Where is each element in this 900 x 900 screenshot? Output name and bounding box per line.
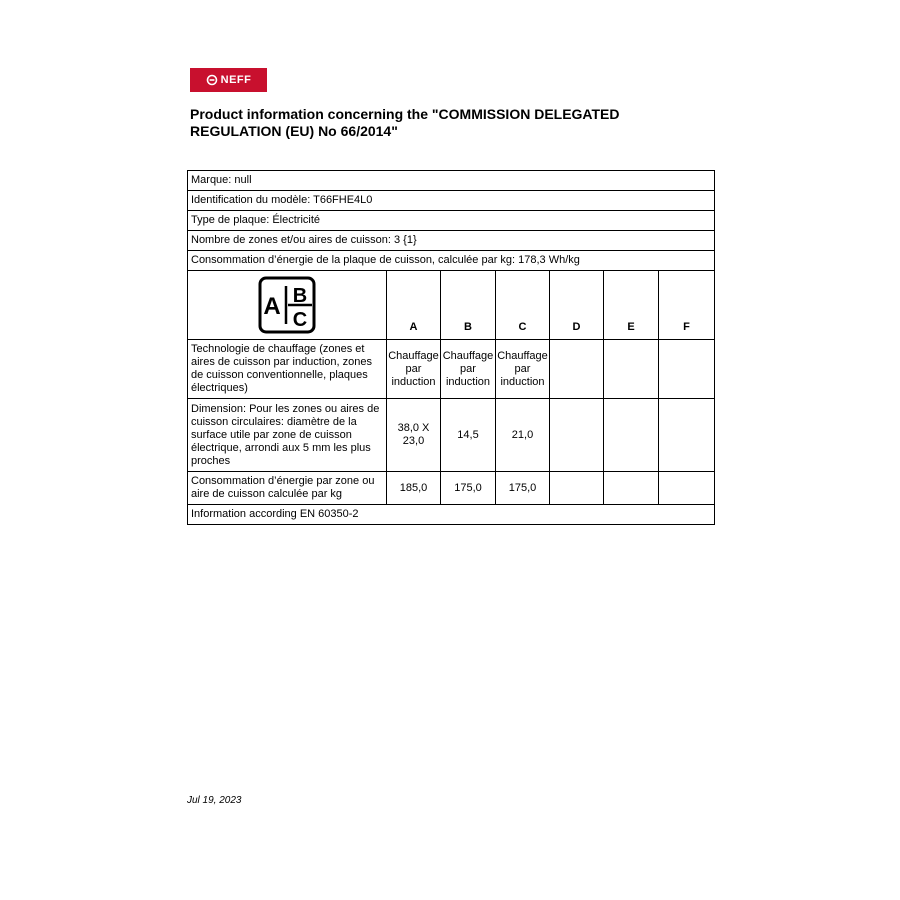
consumption-zone-row [188, 472, 715, 505]
dimension-row [188, 399, 715, 472]
dimension-value-d [550, 399, 604, 472]
column-header-f: F [659, 271, 715, 340]
dimension-value-e [604, 399, 659, 472]
dimension-value-a: 38,0 X 23,0 [387, 399, 441, 472]
icon-letter-c: C [292, 309, 308, 331]
technology-value-f [659, 340, 715, 399]
energy-class-abc-icon [258, 276, 316, 334]
model-text: Identification du modèle: T66FHE4L0 [188, 191, 715, 211]
consumption-zone-value-f [659, 472, 715, 505]
abc-icon-cell [188, 271, 387, 340]
dimension-label: Dimension: Pour les zones ou aires de cuisson circulaires: diamètre de la surface utile par zone de cuisson électrique, arrondi aux 5 mm les plus proches [188, 399, 387, 472]
type-text: Type de plaque: Électricité [188, 211, 715, 231]
class-header-row [188, 271, 715, 340]
dimension-value-b: 14,5 [441, 399, 496, 472]
document-date: Jul 19, 2023 [187, 795, 242, 806]
column-header-a: A [387, 271, 441, 340]
logo-mark-icon [206, 74, 218, 86]
row-marque [188, 171, 715, 191]
consumption-zone-label: Consommation d’énergie par zone ou aire de cuisson calculée par kg [188, 472, 387, 505]
column-header-c: C [496, 271, 550, 340]
brand-logo [190, 68, 267, 92]
consumption-zone-value-a: 185,0 [387, 472, 441, 505]
footer-row [188, 505, 715, 525]
row-type [188, 211, 715, 231]
page-title: Product information concerning the "COMMISSION DELEGATED REGULATION (EU) No 66/2014" [190, 106, 620, 139]
row-consumption-total [188, 251, 715, 271]
logo-text: NEFF [220, 74, 252, 86]
technology-label: Technologie de chauffage (zones et aires de cuisson par induction, zones de cuisson conventionnelle, plaques électriques) [188, 340, 387, 399]
column-header-e: E [604, 271, 659, 340]
consumption-total-text: Consommation d’énergie de la plaque de cuisson, calculée par kg: 178,3 Wh/kg [188, 251, 715, 271]
consumption-zone-value-d [550, 472, 604, 505]
column-header-b: B [441, 271, 496, 340]
product-info-table [187, 170, 715, 525]
technology-value-d [550, 340, 604, 399]
technology-value-a: Chauffage par induction [387, 340, 441, 399]
row-zones [188, 231, 715, 251]
zones-text: Nombre de zones et/ou aires de cuisson: 3 {1} [188, 231, 715, 251]
technology-row [188, 340, 715, 399]
row-model [188, 191, 715, 211]
marque-text: Marque: null [188, 171, 715, 191]
technology-value-c: Chauffage par induction [496, 340, 550, 399]
consumption-zone-value-e [604, 472, 659, 505]
icon-letter-a: A [263, 293, 281, 320]
dimension-value-f [659, 399, 715, 472]
technology-value-b: Chauffage par induction [441, 340, 496, 399]
icon-letter-b: B [292, 285, 308, 307]
technology-value-e [604, 340, 659, 399]
column-header-d: D [550, 271, 604, 340]
dimension-value-c: 21,0 [496, 399, 550, 472]
standard-info-text: Information according EN 60350-2 [188, 505, 715, 525]
consumption-zone-value-c: 175,0 [496, 472, 550, 505]
consumption-zone-value-b: 175,0 [441, 472, 496, 505]
